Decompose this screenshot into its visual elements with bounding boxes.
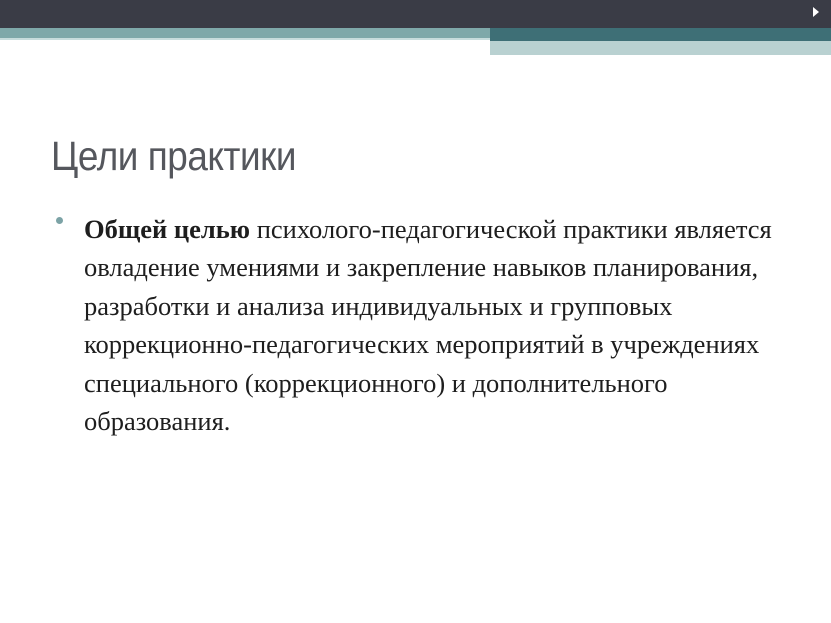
slide-title: Цели практики [51,133,296,179]
top-header-band [0,0,831,28]
bullet-text [56,210,776,440]
bullet-lead-bold: Общей целью [84,214,251,244]
accent-stripe-light-edge [0,38,490,40]
accent-stripe-dark-edge [490,41,831,55]
bullet-dot-icon [56,217,63,224]
bullet-item [56,210,776,440]
accent-stripe-dark [490,28,831,41]
corner-arrow-icon [813,7,819,17]
bullet-body: психолого-педагогической практики является овладение умениями и закрепление навыков планирования, разработки и анализа индивидуальных и групповых коррекционно-педагогических мероприятий в учреждениях специального (коррекционного) и дополнительного образования. [84,214,772,437]
accent-stripe-light [0,28,490,38]
